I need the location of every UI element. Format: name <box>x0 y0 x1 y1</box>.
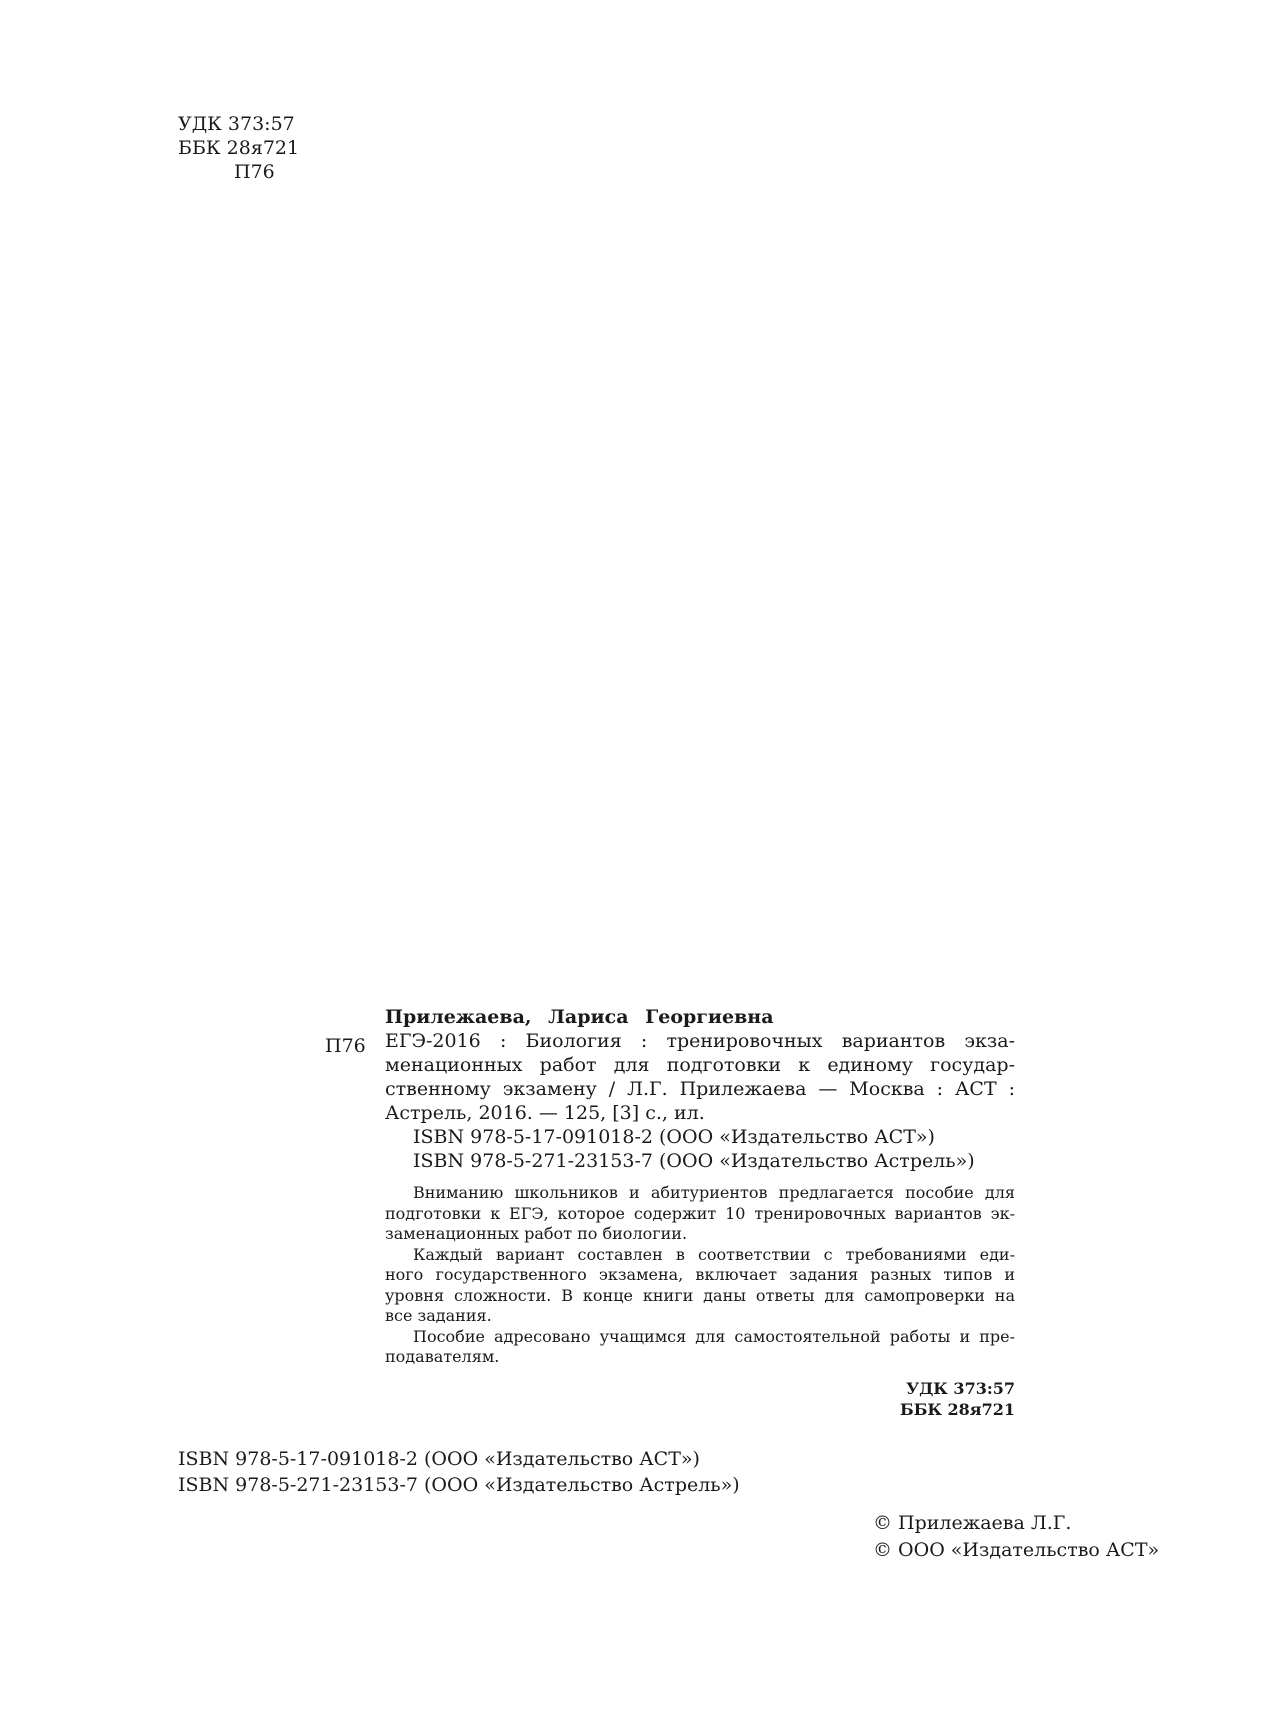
card-author-sign: П76 <box>325 1035 366 1057</box>
annotation-line: заменационных работ по биологии. <box>385 1224 688 1243</box>
udk-code: УДК 373:57 <box>178 113 295 135</box>
annotation-line: Каждый вариант составлен в соответствии с требованиями еди- <box>413 1244 1015 1264</box>
card-body <box>385 1005 1015 1420</box>
annotation <box>385 1183 1015 1368</box>
description-line: ственному экзамену / Л.Г. Прилежаева — Москва : АСТ : <box>385 1078 1015 1100</box>
isbn-astrel: ISBN 978-5-271-23153-7 (ООО «Издательство Астрель») <box>178 1474 740 1496</box>
copyright-publisher: © ООО «Издательство АСТ» <box>873 1539 1160 1561</box>
top-classification <box>178 112 299 184</box>
description-line: Астрель, 2016. — 125, [3] с., ил. <box>385 1102 705 1124</box>
annotation-line: Вниманию школьников и абитуриентов предлагается пособие для <box>413 1183 1015 1202</box>
card-isbn-ast: ISBN 978-5-17-091018-2 (ООО «Издательство АСТ») <box>413 1126 935 1148</box>
annotation-line: подготовки к ЕГЭ, которое содержит 10 тренировочных вариантов эк- <box>385 1203 1015 1223</box>
card-bbk-code: ББК 28я721 <box>900 1399 1015 1419</box>
annotation-line: уровня сложности. В конце книги даны ответы для самопроверки на <box>385 1285 1015 1305</box>
bbk-code: ББК 28я721 <box>178 137 300 159</box>
catalog-card <box>325 1005 1015 1420</box>
isbn-ast: ISBN 978-5-17-091018-2 (ООО «Издательство АСТ») <box>178 1448 700 1470</box>
card-isbn-astrel: ISBN 978-5-271-23153-7 (ООО «Издательство Астрель») <box>413 1150 975 1172</box>
annotation-line: все задания. <box>385 1306 492 1325</box>
annotation-line: Пособие адресовано учащимся для самостоятельной работы и пре- <box>413 1326 1015 1346</box>
annotation-line: ного государственного экзамена, включает задания разных типов и <box>385 1265 1015 1284</box>
author-sign: П76 <box>234 161 275 183</box>
description-line: ЕГЭ-2016 : Биология : тренировочных вариантов экза- <box>385 1030 1015 1052</box>
author-name: Прилежаева, Лариса Георгиевна <box>385 1006 774 1028</box>
copyright-author: © Прилежаева Л.Г. <box>873 1512 1072 1534</box>
card-classification <box>385 1378 1015 1420</box>
description-line: менационных работ для подготовки к единому государ- <box>385 1054 1015 1076</box>
copyright-block <box>873 1510 1159 1564</box>
bottom-isbn-block <box>178 1446 740 1498</box>
annotation-line: подавателям. <box>385 1347 500 1366</box>
card-udk-code: УДК 373:57 <box>906 1378 1015 1398</box>
